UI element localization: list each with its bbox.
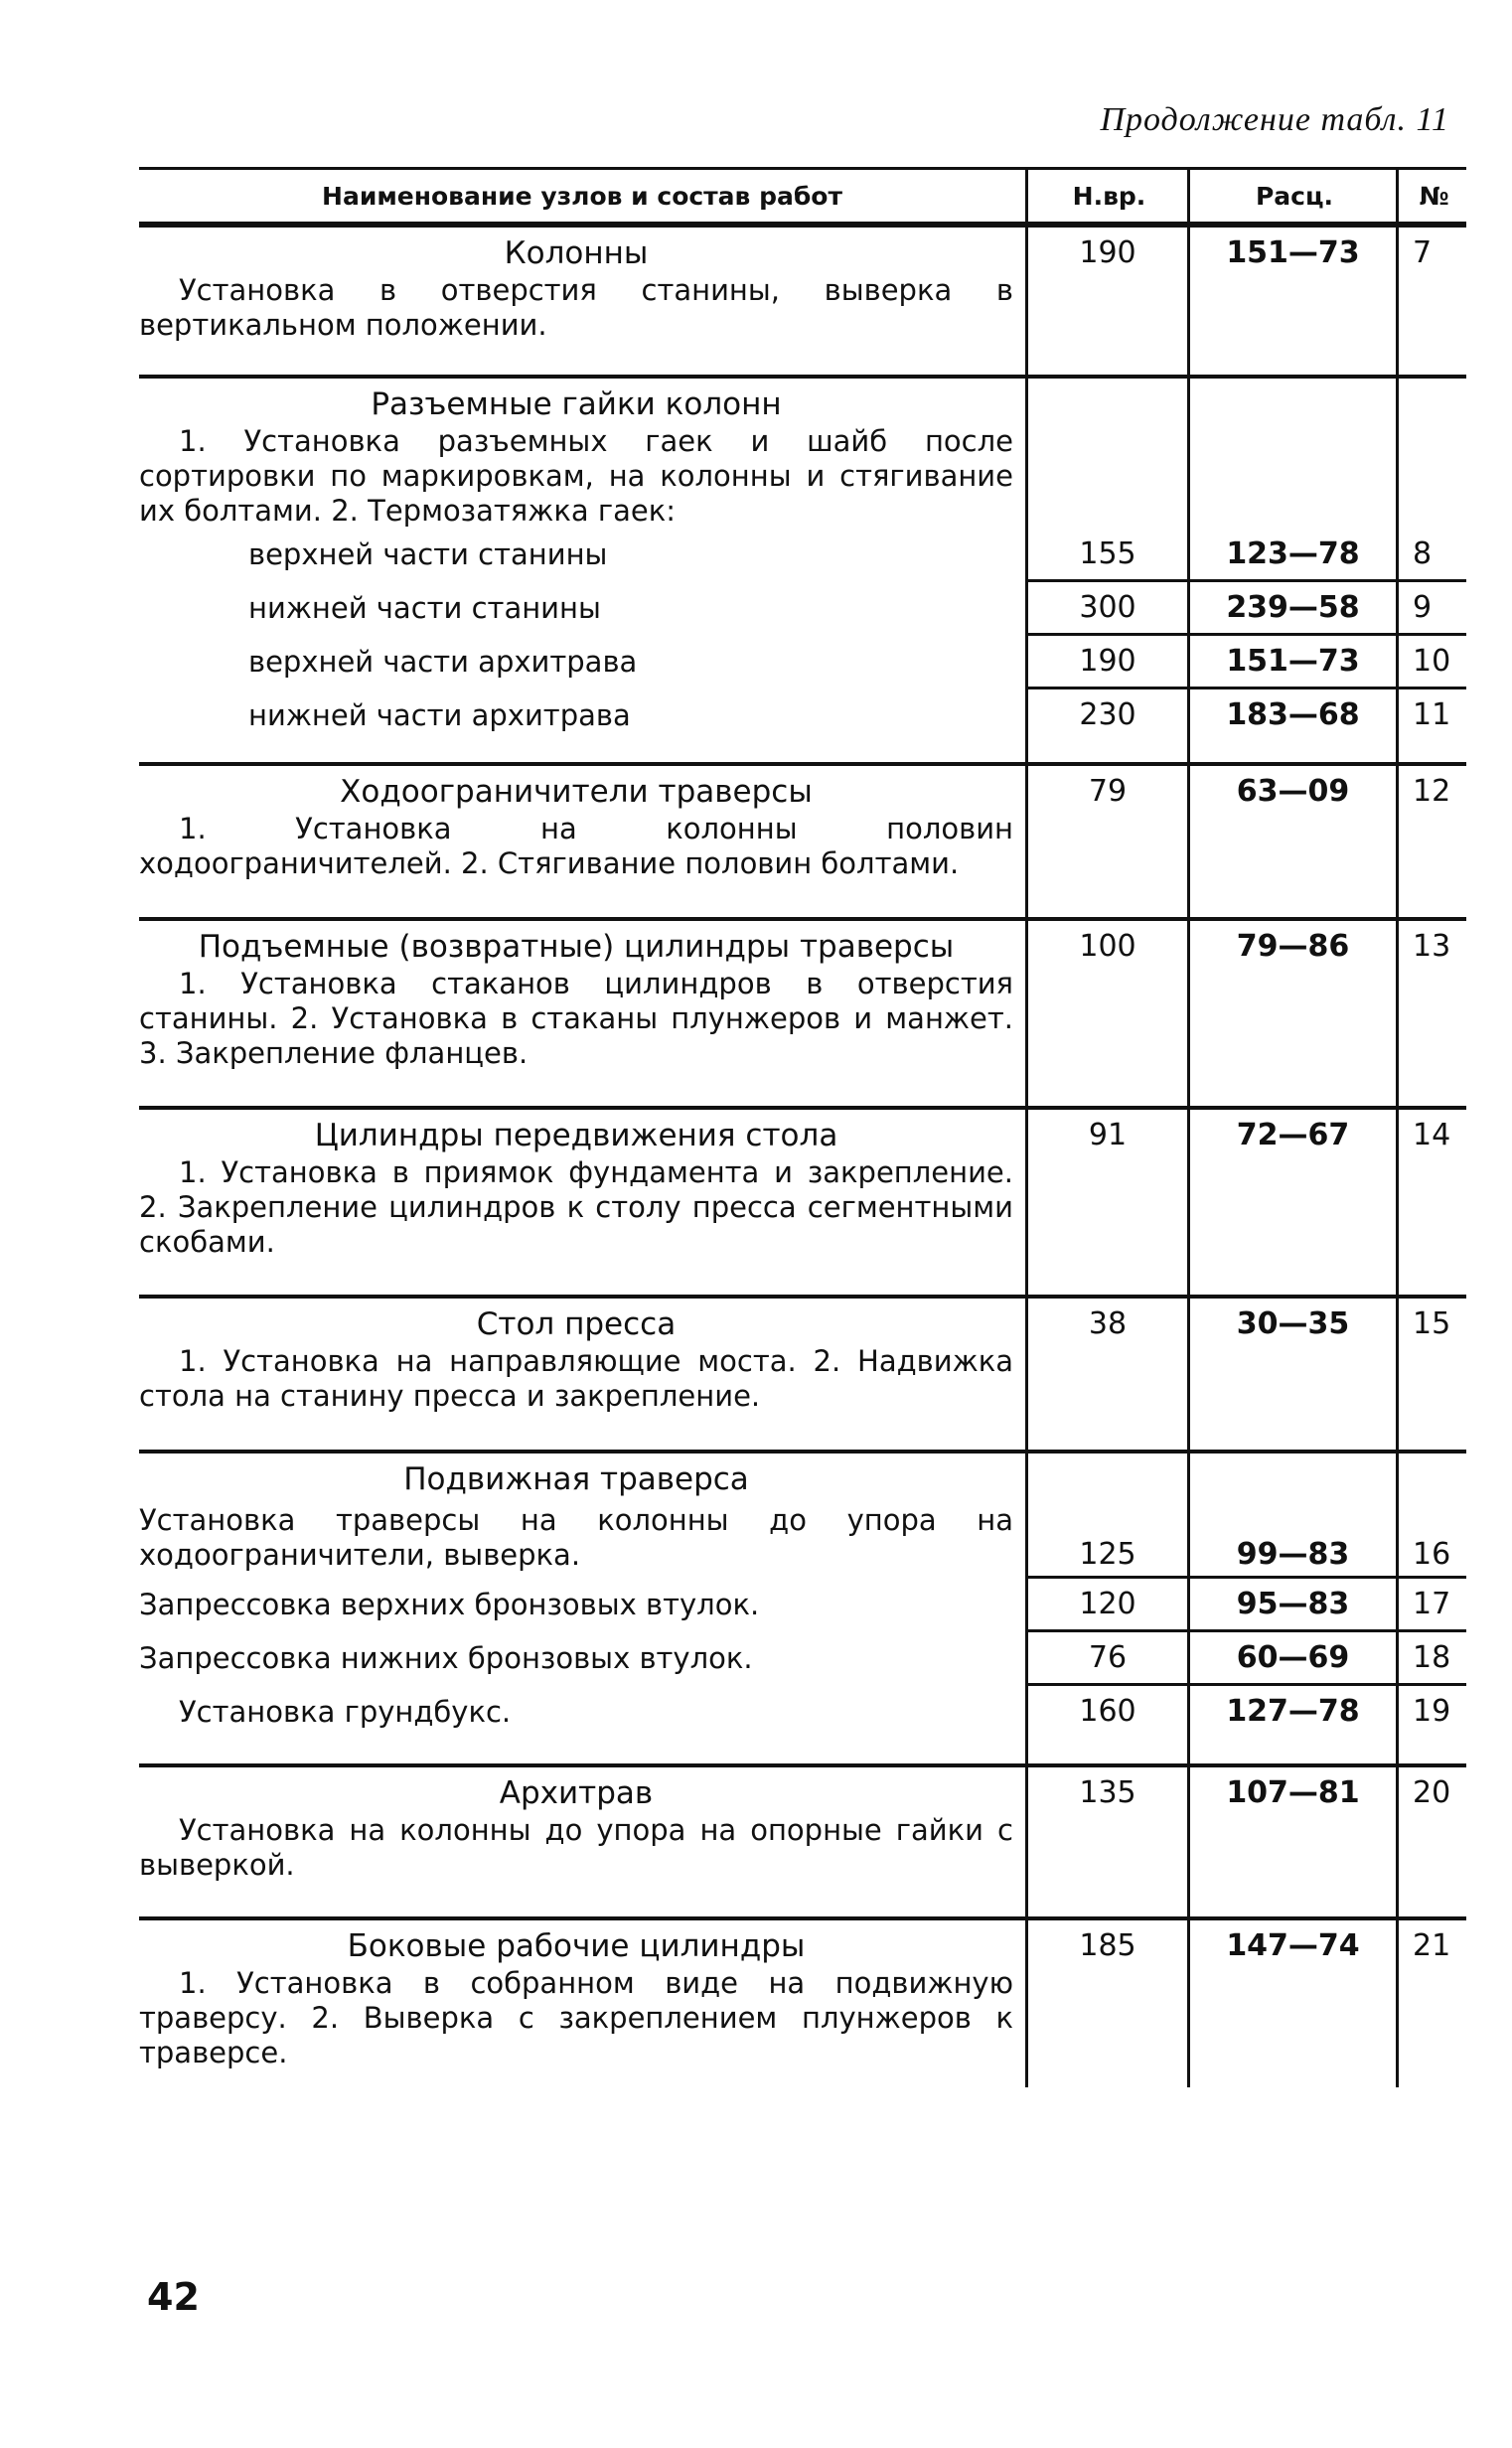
norm-time: 79 (1088, 774, 1128, 809)
norm-time: 230 (1079, 697, 1136, 732)
norm-time: 100 (1079, 929, 1136, 964)
table-row (139, 224, 1466, 375)
row-description: 1. Установка в приямок фундамента и закрепление. 2. Закрепление цилиндров к столу пресса сегментными скобами. (139, 1155, 1013, 1259)
row-description: 1. Установка в собранном виде на подвижную траверсу. 2. Выверка с закреплением плунжеров к траверсе. (139, 1966, 1013, 2069)
table-row (139, 1106, 1466, 1295)
item-number: 18 (1413, 1640, 1451, 1675)
norm-time: 185 (1079, 1928, 1136, 1963)
header-norm-time: Н.вр. (1025, 170, 1190, 222)
item-number: 19 (1413, 1694, 1451, 1729)
sub-row-label: Установка траверсы на колонны до упора на ходоограничители, выверка. (139, 1503, 1013, 1572)
table-row (139, 1450, 1466, 1763)
row-description: 1. Установка на направляющие моста. 2. Надвижка стола на станину пресса и закрепление. (139, 1344, 1013, 1413)
row-title: Колонны (504, 235, 649, 271)
item-number: 17 (1413, 1587, 1451, 1621)
rate: 151—73 (1226, 644, 1360, 679)
norm-time: 160 (1079, 1694, 1136, 1729)
row-description: Установка в отверстия станины, выверка в вертикальном положении. (139, 273, 1013, 342)
rate: 147—74 (1226, 1928, 1360, 1963)
item-number: 9 (1413, 590, 1433, 625)
sub-row-label: Запрессовка нижних бронзовых втулок. (139, 1641, 753, 1675)
sub-row (139, 1686, 1466, 1740)
norm-time: 120 (1079, 1587, 1136, 1621)
sub-row (139, 636, 1466, 689)
norm-time: 76 (1088, 1640, 1128, 1675)
norm-time: 135 (1079, 1775, 1136, 1810)
norm-time: 125 (1079, 1537, 1136, 1572)
norm-time: 190 (1079, 644, 1136, 679)
row-title: Ходоограничители траверсы (340, 774, 813, 810)
table-row (139, 1295, 1466, 1450)
table-header (139, 167, 1466, 224)
item-number: 10 (1413, 644, 1451, 679)
rate: 123—78 (1226, 536, 1360, 571)
row-description: 1. Установка стаканов цилиндров в отверстия станины. 2. Установка в стаканы плунжеров и манжет. 3. Закрепление фланцев. (139, 967, 1013, 1070)
page-number: 42 (147, 2275, 200, 2319)
rate: 99—83 (1236, 1537, 1350, 1572)
sub-row (139, 1632, 1466, 1686)
norm-time: 300 (1079, 590, 1136, 625)
sub-row (139, 1579, 1466, 1632)
sub-row (139, 689, 1466, 743)
sub-row (139, 582, 1466, 636)
sub-row-label: Запрессовка верхних бронзовых втулок. (139, 1588, 760, 1621)
item-number: 12 (1413, 774, 1451, 809)
item-number: 8 (1413, 536, 1433, 571)
rate: 30—35 (1236, 1306, 1350, 1341)
rate: 63—09 (1236, 774, 1350, 809)
item-number: 16 (1413, 1537, 1451, 1572)
row-title: Боковые рабочие цилиндры (347, 1928, 806, 1964)
item-number: 11 (1413, 697, 1451, 732)
norm-time: 38 (1088, 1306, 1128, 1341)
header-number: № (1396, 170, 1469, 222)
header-rate: Расц. (1187, 170, 1399, 222)
work-table (139, 167, 1466, 2087)
item-number: 15 (1413, 1306, 1451, 1341)
table-row (139, 917, 1466, 1106)
rate: 72—67 (1236, 1118, 1350, 1152)
row-title: Подвижная траверса (403, 1461, 749, 1497)
item-number: 7 (1413, 235, 1433, 270)
sub-row (139, 529, 1466, 582)
header-name: Наименование узлов и состав работ (322, 181, 842, 211)
norm-time: 91 (1088, 1118, 1128, 1152)
rate: 60—69 (1236, 1640, 1350, 1675)
row-title: Разъемные гайки колонн (371, 386, 782, 422)
norm-time: 190 (1079, 235, 1136, 270)
row-description: 1. Установка на колонны половин ходоограничителей. 2. Стягивание половин болтами. (139, 812, 1013, 880)
sub-row-label: нижней части архитрава (248, 698, 631, 732)
item-number: 20 (1413, 1775, 1451, 1810)
table-row (139, 375, 1466, 762)
row-title: Стол пресса (476, 1306, 677, 1342)
rate: 183—68 (1226, 697, 1360, 732)
row-title: Цилиндры передвижения стола (314, 1118, 838, 1153)
row-title: Подъемные (возвратные) цилиндры траверсы (198, 929, 955, 965)
sub-row-label: Установка грундбукс. (179, 1695, 512, 1729)
rate: 151—73 (1226, 235, 1360, 270)
sub-row-label: верхней части станины (248, 537, 608, 571)
rate: 79—86 (1236, 929, 1350, 964)
rate: 95—83 (1236, 1587, 1350, 1621)
item-number: 13 (1413, 929, 1451, 964)
norm-time: 155 (1079, 536, 1136, 571)
table-row (139, 1763, 1466, 1916)
row-title: Архитрав (499, 1775, 654, 1811)
table-row (139, 1916, 1466, 2087)
table-row (139, 762, 1466, 917)
sub-row (139, 1499, 1466, 1579)
sub-row-label: верхней части архитрава (248, 645, 638, 679)
table-caption: Продолжение табл. 11 (1100, 101, 1449, 138)
item-number: 14 (1413, 1118, 1451, 1152)
row-description: Установка на колонны до упора на опорные гайки с выверкой. (139, 1813, 1013, 1882)
sub-row-label: нижней части станины (248, 591, 601, 625)
rate: 107—81 (1226, 1775, 1360, 1810)
row-description: 1. Установка разъемных гаек и шайб после сортировки по маркировкам, на колонны и стягивание их болтами. 2. Термозатяжка гаек: (139, 424, 1013, 528)
item-number: 21 (1413, 1928, 1451, 1963)
rate: 239—58 (1226, 590, 1360, 625)
rate: 127—78 (1226, 1694, 1360, 1729)
